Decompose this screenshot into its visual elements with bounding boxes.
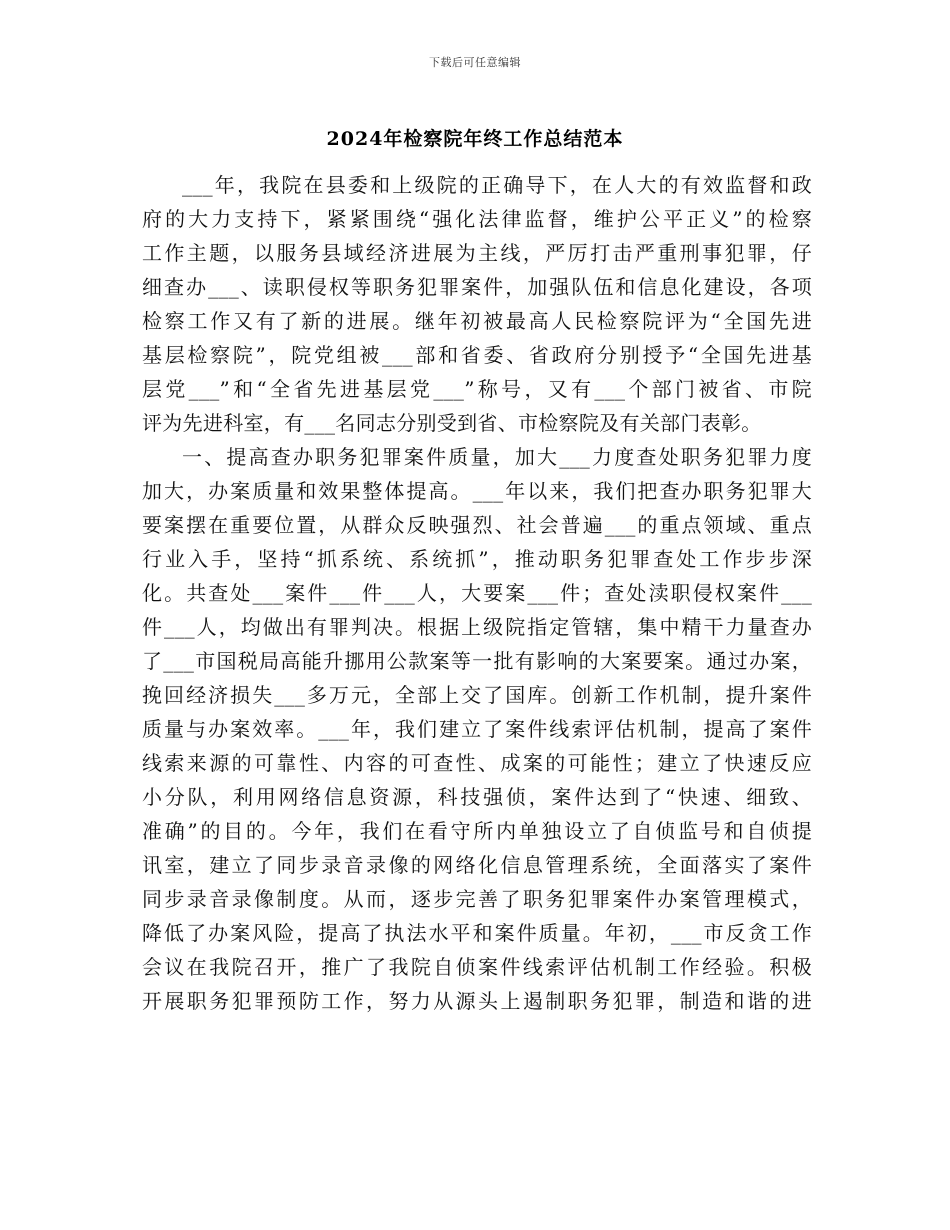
text-line: 评为先进科室，有___名同志分别受到省、市检察院及有关部门表彰。	[142, 411, 762, 435]
text-line: 加大，办案质量和效果整体提高。___年以来，我们把查办职务犯罪大	[142, 479, 812, 503]
text-line: 小分队，利用网络信息资源，科技强侦，案件达到了“快速、细致、	[142, 785, 812, 809]
text-line: 检察工作又有了新的进展。继年初被最高人民检察院评为“全国先进	[142, 309, 812, 333]
text-line: 开展职务犯罪预防工作，努力从源头上遏制职务犯罪，制造和谐的进	[142, 989, 812, 1013]
text-line: 件___人，均做出有罪判决。根据上级院指定管辖，集中精干力量查办	[142, 615, 812, 639]
text-line: 细查办___、读职侵权等职务犯罪案件，加强队伍和信息化建设，各项	[142, 275, 812, 299]
text-line: 化。共查处___案件___件___人，大要案___件；查处渎职侵权案件___	[142, 581, 812, 605]
text-line: 讯室，建立了同步录音录像的网络化信息管理系统，全面落实了案件	[142, 853, 812, 877]
text-line: 了___市国税局高能升挪用公款案等一批有影响的大案要案。通过办案，	[142, 649, 812, 673]
document-title: 2024年检察院年终工作总结范本	[326, 128, 624, 150]
text-line: 线索来源的可靠性、内容的可查性、成案的可能性；建立了快速反应	[142, 751, 812, 775]
text-line: 基层检察院”，院党组被___部和省委、省政府分别授予“全国先进基	[142, 343, 812, 367]
paragraph-section-1	[142, 440, 812, 1018]
text-line: 要案摆在重要位置，从群众反映强烈、社会普遍___的重点领域、重点	[142, 513, 812, 537]
paragraph-intro	[142, 168, 812, 440]
text-line: 会议在我院召开，推广了我院自侦案件线索评估机制工作经验。积极	[142, 955, 812, 979]
text-line: 准确”的目的。今年，我们在看守所内单独设立了自侦监号和自侦提	[142, 819, 812, 843]
text-line: ___年，我院在县委和上级院的正确导下，在人大的有效监督和政	[182, 173, 812, 197]
text-line: 府的大力支持下，紧紧围绕“强化法律监督，维护公平正义”的检察	[142, 207, 812, 231]
text-line: 降低了办案风险，提高了执法水平和案件质量。年初，___市反贪工作	[142, 921, 812, 945]
document-body	[142, 168, 812, 1018]
text-line: 层党___”和“全省先进基层党___”称号，又有___个部门被省、市院	[142, 377, 812, 401]
header-note: 下载后可任意编辑	[429, 56, 521, 69]
text-line: 同步录音录像制度。从而，逐步完善了职务犯罪案件办案管理模式，	[142, 887, 812, 911]
text-line: 行业入手，坚持“抓系统、系统抓”，推动职务犯罪查处工作步步深	[142, 547, 812, 571]
text-line: 挽回经济损失___多万元，全部上交了国库。创新工作机制，提升案件	[142, 683, 812, 707]
text-line: 质量与办案效率。___年，我们建立了案件线索评估机制，提高了案件	[142, 717, 812, 741]
text-line: 工作主题，以服务县域经济进展为主线，严厉打击严重刑事犯罪，仔	[142, 241, 812, 265]
text-line: 一、提高查办职务犯罪案件质量，加大___力度查处职务犯罪力度	[182, 445, 812, 469]
